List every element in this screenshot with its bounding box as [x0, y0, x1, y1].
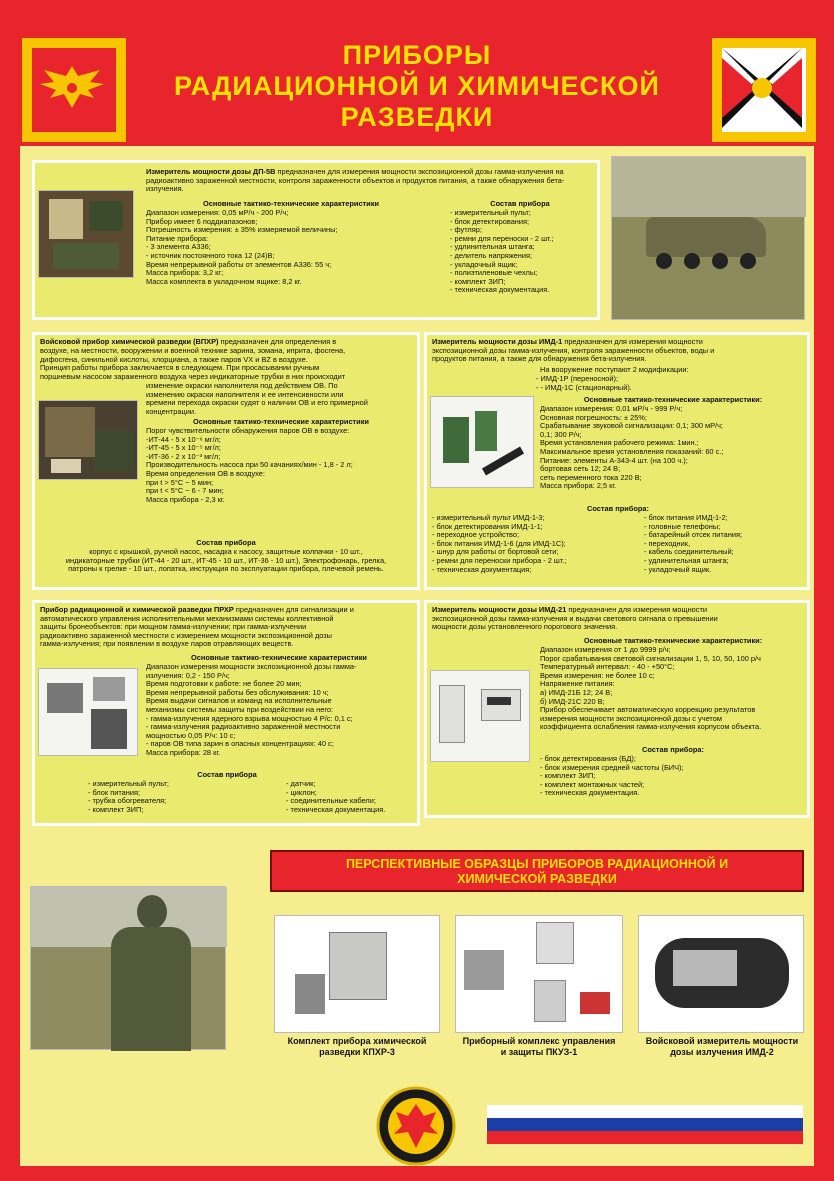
- component-line: - укладочный ящик;: [450, 259, 518, 269]
- prkhr-line: защиты бронеобъектов: при мощном гамма-излучении; при гамма-излучении: [40, 622, 307, 632]
- title-line-3: РАЗВЕДКИ: [340, 102, 494, 132]
- kphr3-caption-line-1: Комплект прибора химической: [287, 1036, 427, 1046]
- component-line: корпус с крышкой, ручной насос, насадка к насосу, защитные колпачки - 10 шт.,: [89, 547, 363, 556]
- dp5v-comp-title: Состав прибора: [490, 199, 550, 208]
- prkhr-line: радиоактивно зараженной местности с измерением мощности экспозиционной дозы: [40, 630, 332, 640]
- spec-line: Масса прибора: 2,5 кг.: [540, 481, 617, 491]
- modification-line: - - ИМД-1С (стационарный).: [536, 382, 632, 392]
- prkhr-spec-title: Основные тактико-технические характеристики: [191, 653, 367, 662]
- imd2-caption: [634, 1036, 810, 1058]
- pkuz1-caption-line-2: и защиты ПКУЗ-1: [500, 1047, 578, 1057]
- imd1-spec-title: Основные тактико-технические характеристики:: [583, 395, 763, 404]
- imd1-mod-title: На вооружение поступают 2 модификации:: [540, 365, 689, 374]
- spec-line: Питание прибора:: [146, 233, 209, 243]
- modification-line: - ИМД-1Р (переносной);: [536, 374, 619, 383]
- prkhr-intro: Прибор радиационной и химической разведки ПРХР предназначен для сигнализации и автоматического управления исполнительными механизмами системы коллективной защиты бронеобъектов: при мощном гамма-излучении; при гамма-излучении радиоактивно зараженной местности с измерением мощности экспозиционной дозы гамма-излучения; при появлении в воздухе паров отравляющих веществ.: [40, 606, 414, 649]
- spec-line: при t > 5°С ~ 5 мин;: [146, 477, 214, 487]
- imd1-line: продуктов питания, а также для обнаружения бета-излучения.: [432, 354, 647, 364]
- soldier-photo: [30, 886, 226, 1050]
- component-line: - переходник,: [644, 538, 691, 548]
- spec-line: коэффициента ослабления гамма-излучения корпусом объекта.: [540, 722, 762, 732]
- spec-line: -ИТ-44 - 5 х 10⁻⁶ мг/л;: [146, 434, 221, 444]
- dp5v-photo: [38, 190, 134, 278]
- vpkhr-comp-title: Состав прибора: [196, 538, 256, 547]
- vpkhr-line: дифосгена, синильной кислоты, хлорциана, а также паров VX и BZ в воздухе.: [40, 354, 308, 364]
- component-line: - комплект ЗИП;: [540, 771, 596, 781]
- flag-red-stripe: [487, 1131, 803, 1144]
- spec-line: излучения: 0,2 - 150 Р/ч;: [146, 670, 230, 680]
- vpkhr-line: изменение окраски наполнителя под действием ОВ. По: [146, 381, 338, 390]
- component-line: - укладочный ящик.: [644, 564, 712, 574]
- component-line: - блок питания;: [88, 787, 141, 797]
- component-line: - циклон;: [286, 787, 317, 797]
- spec-line: при t < 5°С ~ 6 - 7 мин;: [146, 486, 224, 496]
- spec-line: Погрешность измерения: ± 35% измеряемой величины;: [146, 225, 338, 235]
- spec-line: Масса прибора: 3,2 кг;: [146, 268, 224, 278]
- pkuz1-photo: [455, 915, 623, 1033]
- component-line: - шнур для работы от бортовой сети;: [432, 547, 559, 557]
- flag-blue-stripe: [487, 1118, 803, 1131]
- component-line: - комплект монтажных частей;: [540, 779, 645, 789]
- component-line: - переходное устройство;: [432, 530, 520, 540]
- spec-line: Производительность насоса при 50 качаниях/мин - 1,8 - 2 л;: [146, 460, 353, 470]
- component-line: - блок питания ИМД-1-6 (для ИМД-1С);: [432, 538, 566, 548]
- spec-line: - паров ОВ типа зарин в опасных концентрациях: 40 с;: [146, 739, 334, 749]
- component-line: - удлинительная штанга;: [450, 242, 535, 252]
- prkhr-line: автоматического управления исполнительными механизмами системы коллективной: [40, 613, 334, 623]
- vpkhr-spec-title: Основные тактико-технические характеристики: [193, 417, 369, 426]
- component-line: - техническая документация.: [286, 804, 386, 814]
- component-line: индикаторные трубки (ИТ-44 - 20 шт., ИТ-45 - 10 шт., ИТ-36 - 10 шт.), Электрофонарь, грелка,: [65, 555, 387, 565]
- title-line-1: ПРИБОРЫ: [342, 40, 492, 70]
- imd2-photo: [638, 915, 804, 1033]
- spec-line: сеть переменного тока 220 В;: [540, 472, 642, 482]
- component-line: - техническая документация.: [540, 788, 640, 798]
- imd1-mods: [536, 375, 796, 392]
- spec-line: Максимальное время установления показаний: 60 с.;: [540, 446, 724, 456]
- vpkhr-lines-b: [146, 382, 416, 416]
- kphr3-photo: [274, 915, 440, 1033]
- prkhr-specs: [146, 663, 412, 758]
- component-line: - измерительный пульт;: [450, 208, 531, 217]
- spec-line: -ИТ-45 - 5 х 10⁻⁵ мг/л;: [146, 443, 221, 453]
- spec-line: а) ИМД-21Б 12; 24 В;: [540, 687, 613, 697]
- spec-line: Время подготовки к работе: не более 20 мин;: [146, 679, 302, 689]
- component-line: - ремни для переноски прибора - 2 шт.;: [432, 555, 567, 565]
- spec-line: Прибор обеспечивает автоматическую коррекцию результатов: [540, 705, 756, 715]
- double-eagle-icon: [32, 48, 112, 128]
- recon-vehicle-photo: [611, 156, 805, 320]
- spec-line: Время непрерывной работы от элементов А336: 55 ч;: [146, 259, 332, 269]
- spec-line: Основная погрешность: ± 25%;: [540, 412, 647, 422]
- spec-line: мощностью 0,05 Р/ч: 10 с;: [146, 730, 236, 740]
- vpkhr-photo: [38, 400, 138, 480]
- component-line: - комплект ЗИП;: [450, 276, 506, 286]
- component-line: - блок детектирования ИМД-1-1;: [432, 521, 543, 531]
- component-line: - футляр;: [450, 225, 482, 235]
- spec-line: - гамма-излучения ядерного взрыва мощностью 4 Р/с: 0,1 с;: [146, 713, 353, 723]
- russian-flag: [487, 1105, 803, 1144]
- imd21-comp: [540, 755, 806, 798]
- spec-line: Диапазон измерения мощности экспозиционной дозы гамма-: [146, 662, 357, 671]
- vpkhr-line: Принцип работы прибора заключается в следующем. При просасывании ручным: [40, 363, 320, 373]
- spec-line: Время установления рабочего режима: 1мин.;: [540, 438, 699, 448]
- spec-line: Срабатывание звуковой сигнализации: 0,1; 300 мР/ч;: [540, 421, 723, 431]
- rkhbz-flag-emblem: [712, 38, 816, 142]
- imd21-photo: [430, 670, 530, 762]
- dp5v-comp: [450, 209, 600, 295]
- vpkhr-intro: Войсковой прибор химической разведки (ВПХР) предназначен для определения в: [40, 337, 337, 346]
- component-line: - комплект ЗИП;: [88, 804, 144, 814]
- spec-line: Время определения ОВ в воздухе:: [146, 468, 265, 478]
- component-line: - блок измерения средней частоты (БИЧ);: [540, 762, 684, 772]
- rkhbz-troops-emblem-icon: [376, 1086, 456, 1166]
- spec-line: - источник постоянного тока 12 (24)В;: [146, 250, 275, 260]
- component-line: - блок детектирования;: [450, 216, 530, 226]
- spec-line: механизмы системы защиты при воздействии на него:: [146, 704, 334, 714]
- poster-title: [150, 40, 684, 133]
- component-line: - техническая документация.: [450, 285, 550, 295]
- pkuz1-caption: [450, 1036, 628, 1058]
- kphr3-caption-line-2: разведки КПХР-3: [319, 1047, 395, 1057]
- spec-line: измерения мощности экспозиционной дозы с учетом: [540, 713, 722, 723]
- spec-line: 0,1; 300 Р/ч;: [540, 429, 582, 439]
- spec-line: Напряжение питания:: [540, 679, 615, 689]
- dp5v-spec-title: Основные тактико-технические характеристики: [203, 199, 379, 208]
- prkhr-comp-title: Состав прибора: [197, 770, 257, 779]
- component-line: - полиэтиленовые чехлы;: [450, 268, 538, 278]
- component-line: - удлинительная штанга;: [644, 555, 729, 565]
- vpkhr-line: воздухе, на местности, вооружении и военной технике зарина, зомана, иприта, фосгена,: [40, 346, 346, 355]
- vpkhr-line: поршневым насосом зараженного воздуха через индикаторные трубки в них происходит: [40, 371, 346, 381]
- army-emblem-left: [22, 38, 126, 142]
- imd1-comp-right: [644, 514, 804, 574]
- imd1-comp-left: [432, 514, 642, 574]
- imd1-photo: [430, 396, 534, 488]
- spec-line: Порог чувствительности обнаружения паров ОВ в воздухе:: [146, 426, 350, 435]
- spec-line: Время измерения: не более 10 с;: [540, 670, 655, 680]
- component-line: - кабель соединительный;: [644, 547, 734, 557]
- component-line: - блок питания ИМД-1-2;: [644, 513, 728, 522]
- imd21-spec-title: Основные тактико-технические характеристики:: [583, 636, 763, 645]
- component-line: - измерительный пульт ИМД-1-3;: [432, 513, 545, 522]
- spec-line: бортовая сеть 12; 24 В;: [540, 464, 621, 474]
- component-line: - ремни для переноски - 2 шт.;: [450, 233, 554, 243]
- spec-line: Время непрерывной работы без обслуживания: 10 ч;: [146, 687, 329, 697]
- spec-line: Прибор имеет 6 поддиапазонов;: [146, 216, 258, 226]
- vpkhr-lines-a: [40, 347, 412, 381]
- prkhr-line: гамма-излучения; при появлении в воздухе паров отравляющих веществ.: [40, 639, 294, 649]
- vpkhr-line: концентрации.: [146, 406, 196, 416]
- component-line: - датчик;: [286, 779, 316, 788]
- spec-line: Масса прибора - 2,3 кг.: [146, 494, 225, 504]
- component-line: - делитель напряжения;: [450, 250, 533, 260]
- imd21-specs: [540, 646, 806, 732]
- vpkhr-specs: [146, 427, 416, 504]
- spec-line: Время выдачи сигналов и команд на исполнительные: [146, 696, 332, 706]
- kphr3-caption: [270, 1036, 444, 1058]
- imd1-comp-title: Состав прибора:: [587, 504, 649, 513]
- imd21-intro: Измеритель мощности дозы ИМД-21 предназначен для измерения мощности экспозиционной дозы гамма-излучения и выдачи светового сигнала о превышении мощности дозы установленного порогового значения.: [432, 606, 804, 632]
- prkhr-comp-right: [286, 780, 416, 814]
- imd21-comp-title: Состав прибора:: [642, 745, 704, 754]
- spec-line: - 3 элемента А336;: [146, 242, 211, 252]
- prkhr-photo: [38, 668, 138, 756]
- prkhr-comp-left: [88, 780, 268, 814]
- flag-white-stripe: [487, 1105, 803, 1118]
- banner-line-2: ХИМИЧЕСКОЙ РАЗВЕДКИ: [457, 872, 617, 886]
- component-line: патроны к грелке - 10 шт., лопатка, инструкция по эксплуатации прибора, плечевой ремень.: [68, 564, 384, 574]
- spec-line: б) ИМД-21С 220 В;: [540, 696, 605, 706]
- imd21-line: мощности дозы установленного порогового значения.: [432, 622, 618, 632]
- spec-line: - гамма-излучения радиоактивно зараженной местности: [146, 722, 341, 732]
- spec-line: Диапазон измерения: 0,01 мР/ч - 999 Р/ч;: [540, 404, 683, 413]
- banner-line-1: ПЕРСПЕКТИВНЫЕ ОБРАЗЦЫ ПРИБОРОВ РАДИАЦИОННОЙ И: [345, 857, 729, 871]
- spec-line: Диапазон измерения от 1 до 9999 р/ч;: [540, 645, 671, 654]
- imd1-intro: Измеритель мощности дозы ИМД-1 предназначен для измерения мощности экспозиционной дозы гамма-излучения, контроля зараженности объектов, воды и продуктов питания, а также для обнаружения бета-излучения.: [432, 338, 804, 364]
- component-line: - головные телефоны;: [644, 521, 721, 531]
- saltire-flag-icon: [722, 48, 802, 128]
- pkuz1-caption-line-1: Приборный комплекс управления: [462, 1036, 616, 1046]
- vpkhr-comp: [40, 548, 412, 574]
- imd21-line: экспозиционной дозы гамма-излучения и выдачи светового сигнала о превышении: [432, 613, 718, 623]
- component-line: - батарейный отсек питания;: [644, 530, 743, 540]
- component-line: - блок детектирования (БД);: [540, 754, 636, 763]
- imd1-line: экспозиционной дозы гамма-излучения, контроля зараженности объектов, воды и: [432, 345, 715, 355]
- spec-line: Масса комплекта в укладочном ящике: 8,2 кг.: [146, 276, 302, 286]
- imd2-caption-line-2: дозы излучения ИМД-2: [670, 1047, 774, 1057]
- component-line: - техническая документация;: [432, 564, 532, 574]
- vpkhr-line: изменению окраски наполнителя и ее интенсивности или: [146, 389, 344, 399]
- imd2-caption-line-1: Войсковой измеритель мощности: [645, 1036, 799, 1046]
- spec-line: Питание: элементы А-343-4 шт. (на 100 ч.);: [540, 455, 688, 465]
- title-line-2: РАДИАЦИОННОЙ И ХИМИЧЕСКОЙ: [174, 71, 660, 101]
- spec-line: Порог срабатывания световой сигнализации 1, 5, 10, 50, 100 р/ч: [540, 653, 761, 663]
- component-line: - соединительные кабели;: [286, 796, 376, 806]
- spec-line: Диапазон измерения: 0,05 мР/ч - 200 Р/ч;: [146, 208, 289, 217]
- component-line: - измерительный пульт;: [88, 779, 169, 788]
- spec-line: Масса прибора: 28 кг.: [146, 747, 221, 757]
- vpkhr-line: времени перехода окраски судят о наличии ОВ и его примерной: [146, 398, 368, 408]
- imd1-specs: [540, 405, 806, 491]
- prospective-samples-banner: [270, 850, 804, 892]
- spec-line: Температурный интервал: - 40 - +50°С;: [540, 662, 675, 672]
- component-line: - трубка обогревателя;: [88, 796, 167, 806]
- dp5v-intro: Измеритель мощности дозы ДП-5В предназначен для измерения мощности экспозиционной дозы гамма-излучения на радиоактивно зараженной местности, контроля зараженности объектов и продуктов питания, а также обнаружения бета-излучения.: [146, 167, 565, 194]
- spec-line: -ИТ-36 - 2 х 10⁻³ мг/л;: [146, 451, 221, 461]
- dp5v-specs: [146, 209, 446, 286]
